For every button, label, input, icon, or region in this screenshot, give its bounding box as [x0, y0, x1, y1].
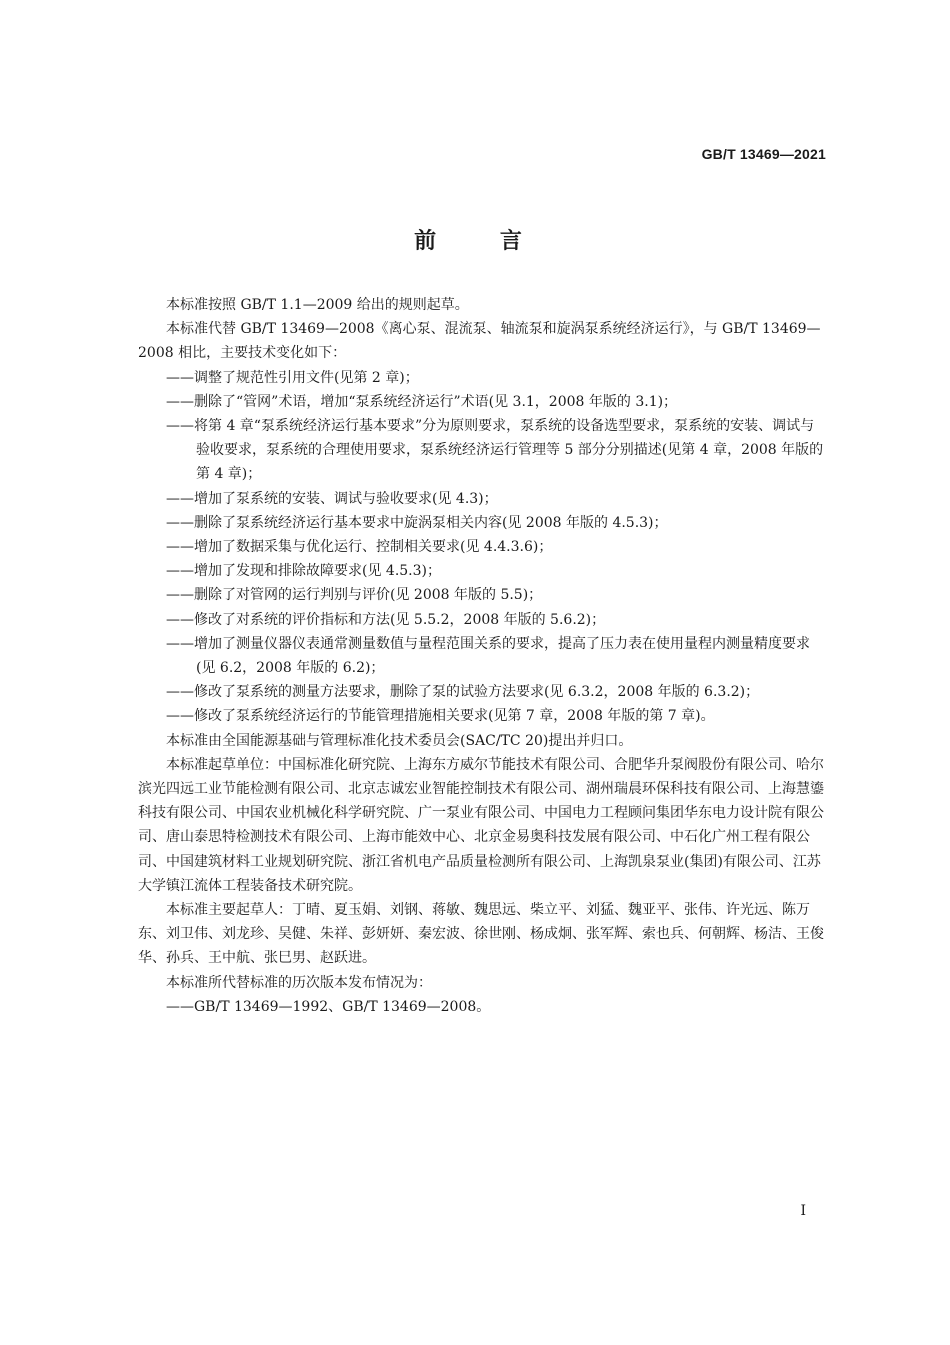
- drafting-units-paragraph: 本标准起草单位：中国标准化研究院、上海东方威尔节能技术有限公司、合肥华升泵阀股份有限公司、哈尔滨光四远工业节能检测有限公司、北京志诚宏业智能控制技术有限公司、湖州瑞晨环保科技有限公司、上海慧鎏科技有限公司、中国农业机械化科学研究院、广一泵业有限公司、中国电力工程顾问集团华东电力设计院有限公司、唐山泰思特检测技术有限公司、上海市能效中心、北京金易奥科技发展有限公司、中石化广州工程有限公司、中国建筑材料工业规划研究院、浙江省机电产品质量检测所有限公司、上海凯泉泵业(集团)有限公司、江苏大学镇江流体工程装备技术研究院。: [138, 756, 824, 894]
- intro-paragraph: 本标准按照 GB/T 1.1—2009 给出的规则起草。: [166, 297, 469, 313]
- history-item: ——GB/T 13469—1992、GB/T 13469—2008。: [166, 998, 491, 1015]
- committee-paragraph: 本标准由全国能源基础与管理标准化技术委员会(SAC/TC 20)提出并归口。: [166, 732, 633, 749]
- change-item: ——将第 4 章“泵系统经济运行基本要求”分为原则要求，泵系统的设备选型要求，泵系统的安装、调试与验收要求，泵系统的合理使用要求，泵系统经济运行管理等 5 部分分别描述(见第 4 章，2008 年版的第 4 章)；: [166, 418, 824, 483]
- change-item: ——修改了泵系统的测量方法要求，删除了泵的试验方法要求(见 6.3.2，2008 年版的 6.3.2)；: [166, 684, 760, 701]
- change-item: ——增加了数据采集与优化运行、控制相关要求(见 4.4.3.6)；: [166, 539, 553, 556]
- drafters-paragraph: 本标准主要起草人：丁晴、夏玉娟、刘钢、蒋敏、魏思远、柴立平、刘猛、魏亚平、张伟、许光远、陈万东、刘卫伟、刘龙珍、吴健、朱祥、彭妍妍、秦宏波、徐世刚、杨成炯、张军辉、索也兵、何朝辉、杨洁、王俊华、孙兵、王中航、张巳男、赵跃进。: [138, 902, 824, 967]
- intro-paragraph: 本标准代替 GB/T 13469—2008《离心泵、混流泵、轴流泵和旋涡泵系统经济运行》，与 GB/T 13469—2008 相比，主要技术变化如下：: [138, 321, 821, 362]
- change-item: ——删除了对管网的运行判别与评价(见 2008 年版的 5.5)；: [166, 587, 543, 604]
- change-item: ——调整了规范性引用文件(见第 2 章)；: [166, 369, 419, 386]
- page-number: I: [800, 1203, 806, 1219]
- standard-code: GB/T 13469—2021: [701, 146, 826, 162]
- page-title: 前 言: [414, 228, 550, 254]
- change-item: ——增加了测量仪器仪表通常测量数值与量程范围关系的要求，提高了压力表在使用量程内测量精度要求(见 6.2，2008 年版的 6.2)；: [166, 635, 810, 677]
- change-item: ——增加了发现和排除故障要求(见 4.5.3)；: [166, 563, 441, 580]
- change-item: ——删除了泵系统经济运行基本要求中旋涡泵相关内容(见 2008 年版的 4.5.3)；: [166, 514, 668, 531]
- history-intro-paragraph: 本标准所代替标准的历次版本发布情况为：: [166, 974, 432, 991]
- change-item: ——修改了泵系统经济运行的节能管理措施相关要求(见第 7 章，2008 年版的第 7 章)。: [166, 708, 715, 725]
- foreword-body: [138, 293, 828, 1019]
- change-item: ——修改了对系统的评价指标和方法(见 5.5.2，2008 年版的 5.6.2)；: [166, 611, 606, 628]
- change-item: ——删除了“管网”术语，增加“泵系统经济运行”术语(见 3.1，2008 年版的 3.1)；: [166, 393, 678, 410]
- change-item: ——增加了泵系统的安装、调试与验收要求(见 4.3)；: [166, 490, 498, 507]
